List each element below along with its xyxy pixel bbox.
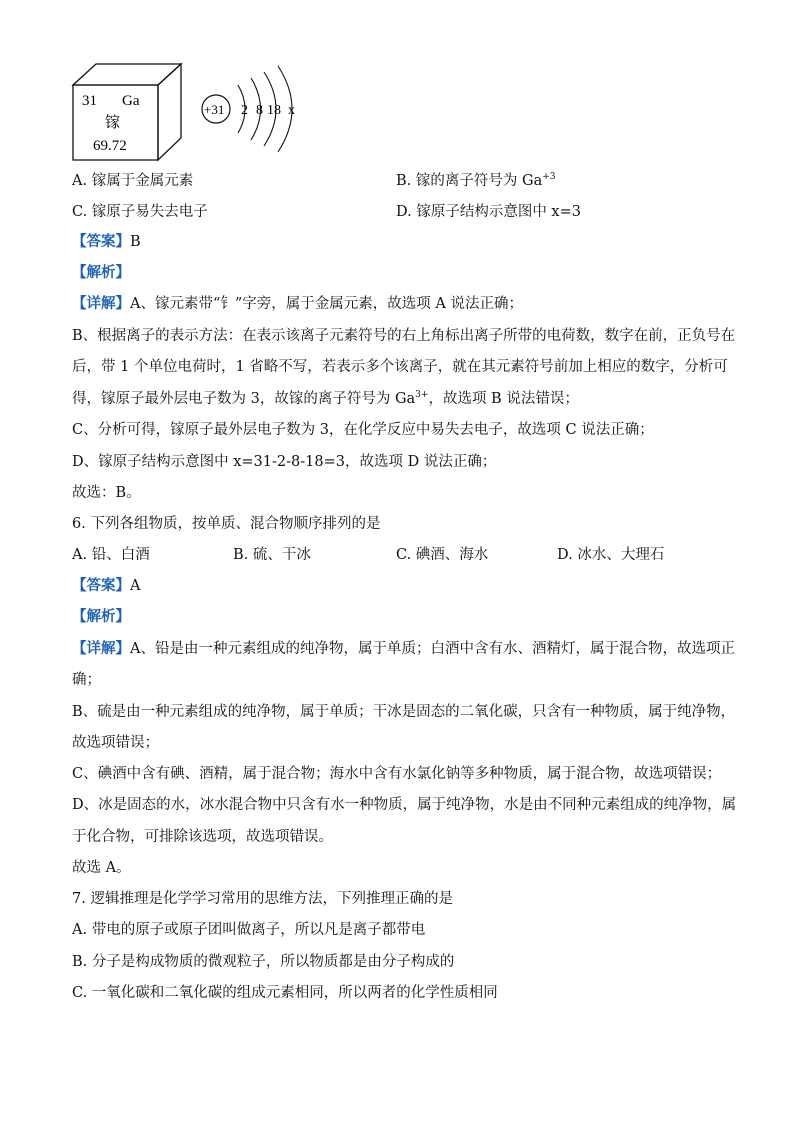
q5-detail-line-1: [72, 294, 523, 314]
q5-analysis-heading: [72, 263, 130, 283]
q6-answer: [72, 576, 140, 596]
q5-ion-charge: 3+: [415, 390, 429, 400]
analysis-tag: 【解析】: [72, 608, 130, 625]
q5-option-b-charge: +3: [542, 172, 556, 182]
q6-detail-line-3: B、硫是由一种元素组成的纯净物，属于单质；干冰是固态的二氧化碳，只含有一种物质，属于纯净物，: [72, 704, 736, 720]
q5-detail-line-2: B、根据离子的表示方法：在表示该离子元素符号的右上角标出离子所带的电荷数，数字在前，正负号在: [72, 328, 736, 344]
nucleus-charge: +31: [204, 102, 225, 117]
q6-conclusion: 故选 A。: [72, 860, 131, 876]
q6-detail-line-1: [72, 639, 735, 659]
shell-electrons-3: 18: [267, 103, 281, 118]
gallium-figure: [66, 58, 316, 168]
element-cube: [73, 64, 181, 160]
q6-detail-text-1: A、铅是由一种元素组成的纯净物，属于单质；白酒中含有水、酒精灯，属于混合物，故选项正: [130, 641, 735, 657]
answer-value: A: [130, 578, 141, 594]
answer-tag: 【答案】: [72, 233, 130, 250]
q5-detail-text-4: 得，镓原子最外层电子数为 3，故镓的离子符号为 Ga: [72, 391, 416, 407]
q6-stem: 6. 下列各组物质，按单质、混合物顺序排列的是: [72, 516, 381, 532]
shell-electrons-1: 2: [241, 103, 248, 118]
q5-answer: [72, 232, 141, 252]
q5-conclusion: 故选：B。: [72, 485, 141, 501]
q6-detail-line-4: 故选项错误；: [72, 735, 159, 751]
atom-structure-diagram: [202, 66, 295, 152]
q6-option-a: A. 铅、白酒: [72, 547, 150, 563]
q6-option-b: B. 硫、干冰: [233, 547, 311, 563]
shell-electrons-2: 8: [256, 103, 263, 118]
q5-option-b: [396, 171, 556, 191]
detail-tag: 【详解】: [72, 640, 130, 657]
answer-value: B: [130, 234, 141, 250]
q6-option-c: C. 碘酒、海水: [396, 547, 489, 563]
q5-detail-line-4: [72, 389, 579, 409]
q5-option-d: D. 镓原子结构示意图中 x=3: [396, 204, 581, 220]
q7-option-a: A. 带电的原子或原子团叫做离子，所以凡是离子都带电: [72, 922, 426, 938]
answer-tag: 【答案】: [72, 577, 130, 594]
q7-option-c: C. 一氧化碳和二氧化碳的组成元素相同，所以两者的化学性质相同: [72, 985, 498, 1001]
q7-option-b: B. 分子是构成物质的微观粒子，所以物质都是由分子构成的: [72, 954, 455, 970]
q5-option-a: A. 镓属于金属元素: [72, 173, 194, 189]
analysis-tag: 【解析】: [72, 264, 130, 281]
q5-option-c: C. 镓原子易失去电子: [72, 204, 208, 220]
element-name: 镓: [105, 115, 121, 131]
q6-detail-line-2: 确；: [72, 672, 101, 688]
q5-option-b-text: B. 镓的离子符号为 Ga: [396, 173, 543, 189]
atomic-number: 31: [82, 93, 97, 109]
q6-analysis-heading: [72, 607, 130, 627]
q7-stem: 7. 逻辑推理是化学学习常用的思维方法，下列推理正确的是: [72, 891, 453, 907]
q5-detail-line-3: 后，带 1 个单位电荷时，1 省略不写，若表示多个该离子，就在其元素符号前加上相应的数字，分析可: [72, 359, 728, 375]
q5-detail-text-4b: ，故选项 B 说法错误；: [428, 391, 579, 407]
atomic-mass: 69.72: [93, 138, 127, 154]
q5-detail-line-6: D、镓原子结构示意图中 x=31-2-8-18=3，故选项 D 说法正确；: [72, 454, 497, 470]
q6-option-d: D. 冰水、大理石: [557, 547, 665, 563]
q5-detail-line-5: C、分析可得，镓原子最外层电子数为 3，在化学反应中易失去电子，故选项 C 说法正确；: [72, 422, 654, 438]
detail-tag: 【详解】: [72, 295, 130, 312]
element-symbol: Ga: [122, 93, 140, 109]
q6-detail-line-6: D、冰是固态的水，冰水混合物中只含有水一种物质，属于纯净物，水是由不同种元素组成的纯净物，属: [72, 797, 737, 813]
q5-detail-text-1: A、镓元素带“钅”字旁，属于金属元素，故选项 A 说法正确；: [130, 296, 523, 312]
q6-detail-line-5: C、碘酒中含有碘、酒精，属于混合物；海水中含有水氯化钠等多种物质，属于混合物，故选项错误；: [72, 766, 722, 782]
q6-detail-line-7: 于化合物，可排除该选项，故选项错误。: [72, 829, 333, 845]
shell-electrons-4: x: [288, 103, 295, 118]
